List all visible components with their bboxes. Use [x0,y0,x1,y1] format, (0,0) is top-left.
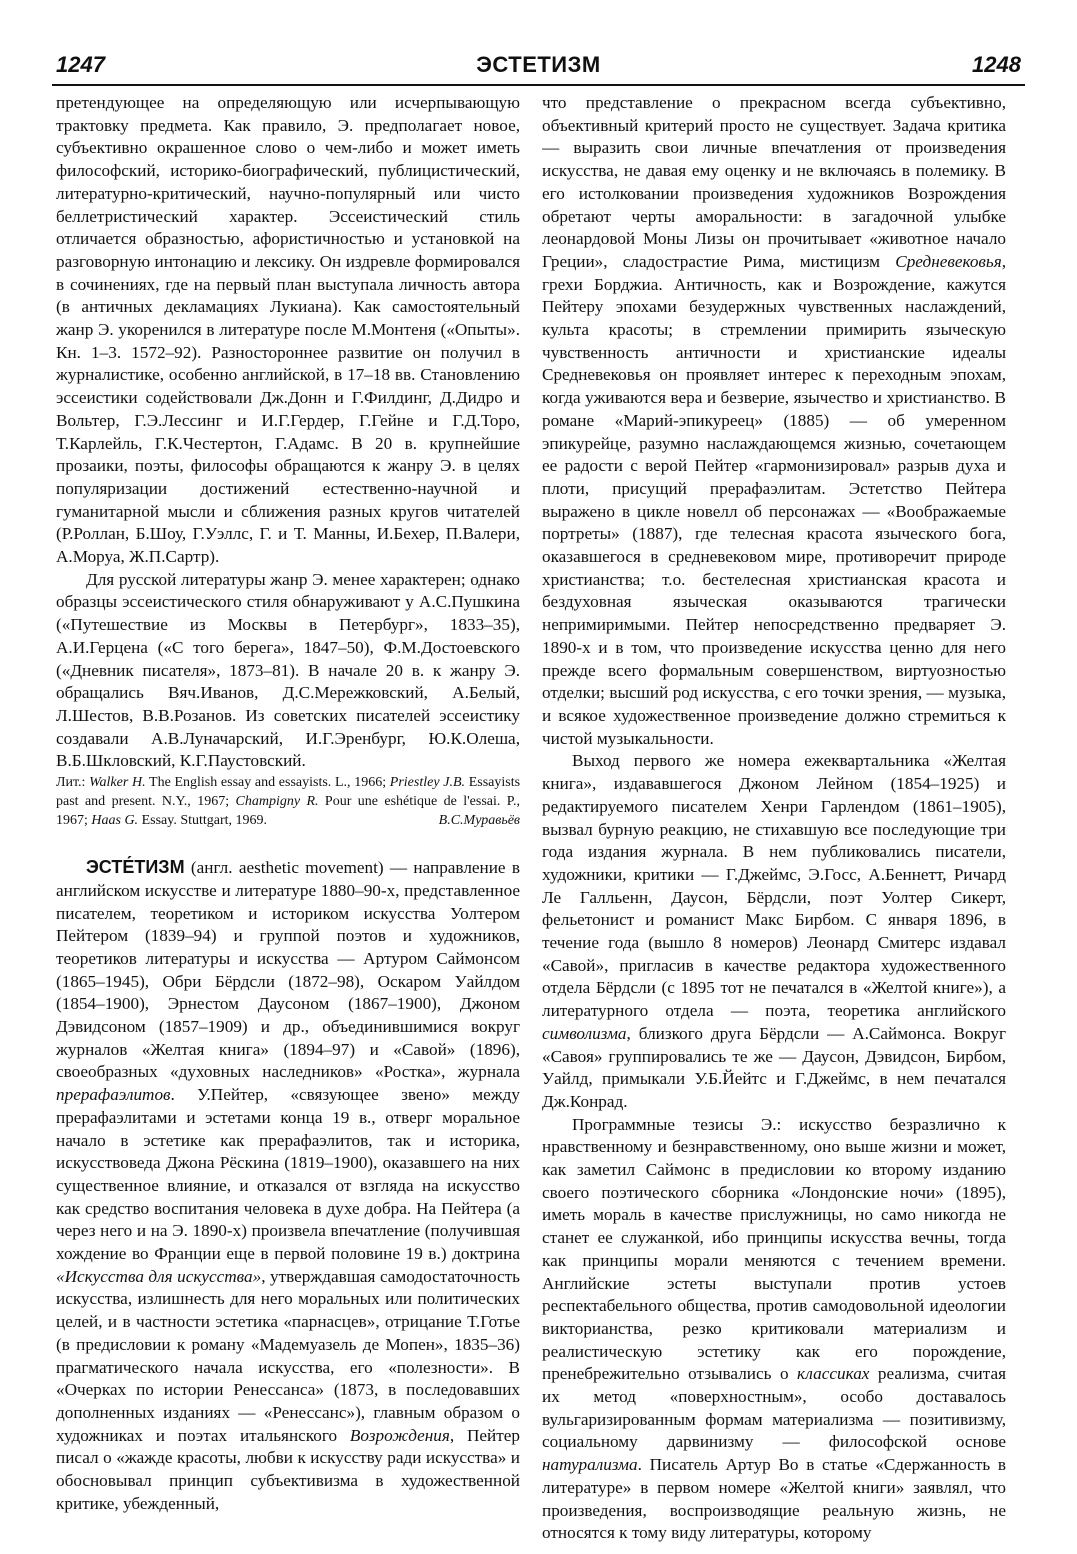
paragraph: Программные тезисы Э.: искусство безразлично к нравственному и безнравственному, оно выше жизни и может, как заметил Саймонс в предисловии ко второму изданию своего поэтического сборника «Лондонские ночи» (1895), иметь мораль в качестве прислужницы, но само никогда не станет ее служанкой, ибо принципы искусства вечны, тогда как принципы морали меняются с течением времени. Английские эстеты выступали против устоев респектабельного общества, против самодовольной идеологии викторианства, резко критиковали материализм и реалистическую эстетику как его порождение, пренебрежительно отзывались о классиках реализма, считая их метод «поверхностным», особо доставалось вульгаризированным формам материализма — позитивизму, социальному дарвинизму — философской основе натурализма. Писатель Артур Во в статье «Сдержанность в литературе» в первом номере «Желтой книги» заявлял, что произведения, воспроизводящие реальную жизнь, не относятся к тому виду литературы, которому [542,1114,1006,1543]
cross-reference: символизма [542,1023,627,1043]
bibliography-label: Лит.: [56,775,86,791]
bib-title: Essay. Stuttgart, 1969. [141,813,268,829]
bib-title: Essayists past and present. N.Y., 1967; [56,775,520,810]
cross-reference: прерафаэлитов [56,1085,171,1105]
page-number-right: 1248 [972,52,1021,77]
cross-reference: Возрождения [349,1425,450,1445]
paragraph: что представление о прекрасном всегда субъективно, объективный критерий просто не существует. Задача критика — выразить свои личные впечатления от произведения искусства, не давая ему оценку и не включаясь в полемику. В его истолковании произведения художников Возрождения обретают черты аморальности: в загадочной улыбке леонардовой Моны Лизы он прочитывает «животное начало Греции», сладострастие Рима, мистицизм Средневековья, грехи Борджиа. Античность, как и Возрождение, кажутся Пейтеру эпохами безудержных чувственных наслаждений, культа красоты; в стремлении примирить языческую чувственность античности и христианские идеалы Средневековья он проявляет интерес к переходным эпохам, когда уживаются вера и безверие, язычество и христианство. В романе «Марий-эпикуреец» (1885) — об умеренном эпикурейце, разумно наслаждающемся жизнью, сочетающем ее радости с верой Пейтер «гармонизировал» разрыв духа и плоти, присущий прерафаэлитам. Эстетство Пейтера выражено в цикле новелл об персонажах — «Воображаемые портреты» (1887), где телесная красота языческого бога, оказавшегося в средневековом мире, противоречит природе христианства; т.о. бестелесная христианская красота и бездуховная языческая оказываются трагически непримиримыми. Пейтер непосредственно предваряет Э. 1890-х и в том, что произведение искусства ценно для него прежде всего формальным совершенством, виртуозностью отделки; высший род искусства, с его точки зрения, — музыка, и всякое художественное произведение должно стремиться к чистой музыкальности. [542,93,1006,748]
running-header [48,50,1029,84]
bib-author: Priestley J.B. [389,775,465,791]
entry-headword: ЭСТЕ́ТИЗМ [86,857,185,878]
entry-paragraph: ЭСТЕ́ТИЗМ (англ. aesthetic movement) — направление в английском искусстве и литературе 1880–90-х, представленное писателем, теоретиком и историком искусства Уолтером Пейтером (1839–94) и группой поэтов и художников, теоретиков литературы и искусства — Артуром Саймонсом (1865–1945), Обри Бёрдсли (1872–98), Оскаром Уайлдом (1854–1900), Эрнестом Даусоном (1867–1900), Джоном Дэвидсоном (1857–1909) и др., объединившимися вокруг журналов «Желтая книга» (1894–97) и «Савой» (1896), своеобразных «духовных наследников» «Ростка», журнала прерафаэлитов. У.Пейтер, «связующее звено» между прерафаэлитами и эстетами конца 19 в., отверг моральное начало в эстетике как прерафаэлитов, так и историка, искусствоведа Джона Рёскина (1819–1900), оказавшего на них существенное влияние, и отказался от взгляда на искусство как средство воспитания человека в духе добра. На Пейтера (а через него и на Э. 1890-х) произвела впечатление (получившая хождение во Франции еще в первой половине 19 в.) доктрина «Искусства для искусства», утверждавшая самодостаточность искусства, излишнесть для него моральных или политических целей, и в частности эстетика «парнасцев», отрицание Т.Готье (в предисловии к роману «Мадемуазель де Мопен», 1835–36) прагматического начала искусства, его «полезности». В «Очерках по истории Ренессанса» (1873, в последовавших дополненных изданиях — «Ренессанс»), главным образом о художниках и поэтах итальянского Возрождения, Пейтер писал о «жажде красоты, любви к искусству ради искусства» и обосновывал принцип субъективизма в художественной критике, убежденный, [56,857,520,1513]
cross-reference: «Искусства для искусства» [56,1266,262,1286]
left-column [56,92,520,1544]
cross-reference: классиках [797,1364,870,1384]
article-author: В.С.Муравьёв [438,813,520,829]
bib-title: Pour une eshétique de l'essai. P., 1967; [56,794,520,829]
page-number-left: 1247 [56,52,105,77]
paragraph: Выход первого же номера ежеквартальника «Желтая книга», издававшегося Джоном Лейном (1854–1925) и редактируемого писателем Хенри Гарлендом (1861–1905), вызвал бурную реакцию, не стихавшую все последующие три года издания журнала. В нем публиковались писатели, художники, критики — Г.Джеймс, Э.Госс, А.Беннетт, Ричард Ле Галльенн, Даусон, Бёрдсли, поэт Уолтер Сикерт, фельетонист и романист Макс Бирбом. С января 1896, в течение года (вышло 8 номеров) Леонард Смитерс издавал «Савой», пригласив в качестве редактора художественного отдела Бёрдсли (с 1895 тот не печатался в «Желтой книге»), а литературного отдела — поэта, теоретика английского символизма, близкого друга Бёрдсли — А.Саймонса. Вокруг «Савоя» группировались те же — Даусон, Дэвидсон, Бирбом, Уайлд, примыкали У.Б.Йейтс и Г.Джеймс, в нем печатался Дж.Конрад. [542,751,1006,1111]
paragraph: Для русской литературы жанр Э. менее характерен; однако образцы эссеистического стиля обнаруживают у А.С.Пушкина («Путешествие из Москвы в Петербург», 1833–35), А.И.Герцена («С того берега», 1847–50), Ф.М.Достоевского («Дневник писателя», 1873–81). В начале 20 в. к жанру Э. обращались Вяч.Иванов, Д.С.Мережковский, А.Белый, Л.Шестов, В.В.Розанов. Из советских писателей эссеистику создавали А.В.Луначарский, И.Г.Эренбург, Ю.К.Олеша, В.Б.Шкловский, К.Г.Паустовский. [56,569,520,771]
paragraph: претендующее на определяющую или исчерпывающую трактовку предмета. Как правило, Э. предполагает новое, субъективно окрашенное слово о чем-либо и может иметь философский, историко-биографический, публицистический, литературно-критический, научно-популярный или чисто беллетристический характер. Эссеистический стиль отличается образностью, афористичностью и установкой на разговорную интонацию и лексику. Он издревле формировался в сочинениях, где на первый план выступала личность автора (в античных декламациях Лукиана). Как самостоятельный жанр Э. укоренился в литературе после М.Монтеня («Опыты». Кн. 1–3. 1572–92). Разностороннее развитие он получил в журналистике, особенно английской, в 17–18 вв. Становлению эссеистики содействовали Дж.Донн и Г.Филдинг, Д.Дидро и Вольтер, Г.Э.Лессинг и И.Г.Гердер, Г.Гейне и Г.Д.Торо, Т.Карлейль, Г.К.Честертон, Г.Адамс. В 20 в. крупнейшие прозаики, поэты, философы обращаются к жанру Э. в целях популяризации достижений естественно-научной и гуманитарной мысли и сближения разных кругов читателей (Р.Роллан, Б.Шоу, Г.Уэллс, Г. и Т. Манны, И.Бехер, П.Валери, А.Моруа, Ж.П.Сартр). [56,93,520,567]
bib-author: Walker H. [89,775,146,791]
running-title: ЭСТЕТИЗМ [476,52,601,77]
cross-reference: натурализма [542,1455,638,1475]
bib-author: Haas G. [91,813,139,829]
cross-reference: Средневековья [895,251,1002,271]
bib-author: Champigny R. [235,794,319,810]
section-gap [56,830,520,856]
bib-title: The English essay and essayists. L., 1966; [149,775,387,791]
bibliography [56,773,520,830]
header-rule [52,84,1025,86]
right-column [542,92,1006,1544]
